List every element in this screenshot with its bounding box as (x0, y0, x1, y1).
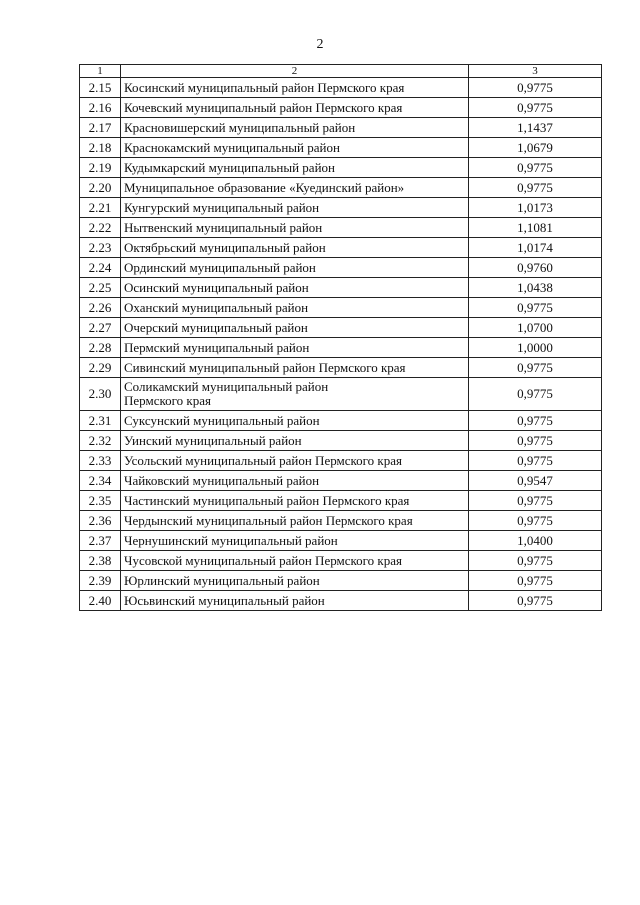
coefficient-value: 0,9775 (469, 358, 602, 378)
row-number: 2.33 (80, 451, 121, 471)
coefficient-value: 0,9775 (469, 511, 602, 531)
table-header-row (80, 65, 602, 78)
table-row (80, 358, 602, 378)
coefficient-value: 0,9775 (469, 591, 602, 611)
district-name: Частинский муниципальный район Пермского края (121, 491, 469, 511)
district-name: Юсьвинский муниципальный район (121, 591, 469, 611)
row-number: 2.26 (80, 298, 121, 318)
coefficient-value: 0,9775 (469, 78, 602, 98)
coefficient-value: 0,9760 (469, 258, 602, 278)
row-number: 2.32 (80, 431, 121, 451)
column-header-3: 3 (469, 65, 602, 78)
row-number: 2.18 (80, 138, 121, 158)
row-number: 2.30 (80, 378, 121, 411)
coefficient-value: 1,0400 (469, 531, 602, 551)
district-name: Чусовской муниципальный район Пермского края (121, 551, 469, 571)
table-row (80, 198, 602, 218)
row-number: 2.17 (80, 118, 121, 138)
district-name: Красновишерский муниципальный район (121, 118, 469, 138)
table-row (80, 178, 602, 198)
district-name: Оханский муниципальный район (121, 298, 469, 318)
row-number: 2.34 (80, 471, 121, 491)
table-row (80, 531, 602, 551)
district-name: Муниципальное образование «Куединский район» (121, 178, 469, 198)
district-name: Нытвенский муниципальный район (121, 218, 469, 238)
page-number: 2 (316, 37, 324, 52)
table-row (80, 411, 602, 431)
row-number: 2.28 (80, 338, 121, 358)
district-name: Ординский муниципальный район (121, 258, 469, 278)
district-name: Чайковский муниципальный район (121, 471, 469, 491)
coefficient-value: 1,0000 (469, 338, 602, 358)
table-row (80, 138, 602, 158)
coefficient-value: 1,0173 (469, 198, 602, 218)
row-number: 2.19 (80, 158, 121, 178)
row-number: 2.35 (80, 491, 121, 511)
table-row (80, 451, 602, 471)
table-row (80, 298, 602, 318)
row-number: 2.20 (80, 178, 121, 198)
table-row (80, 258, 602, 278)
district-name: Кудымкарский муниципальный район (121, 158, 469, 178)
district-name: Кунгурский муниципальный район (121, 198, 469, 218)
table-row (80, 551, 602, 571)
district-name: Кочевский муниципальный район Пермского края (121, 98, 469, 118)
district-name: Сивинский муниципальный район Пермского края (121, 358, 469, 378)
row-number: 2.38 (80, 551, 121, 571)
district-name: Чернушинский муниципальный район (121, 531, 469, 551)
coefficient-value: 0,9775 (469, 431, 602, 451)
table-row (80, 218, 602, 238)
row-number: 2.15 (80, 78, 121, 98)
row-number: 2.16 (80, 98, 121, 118)
district-name: Октябрьский муниципальный район (121, 238, 469, 258)
row-number: 2.37 (80, 531, 121, 551)
district-name: Косинский муниципальный район Пермского края (121, 78, 469, 98)
table-row (80, 118, 602, 138)
row-number: 2.36 (80, 511, 121, 531)
coefficient-value: 1,0679 (469, 138, 602, 158)
table-row (80, 98, 602, 118)
coefficient-value: 1,0438 (469, 278, 602, 298)
row-number: 2.31 (80, 411, 121, 431)
row-number: 2.23 (80, 238, 121, 258)
row-number: 2.22 (80, 218, 121, 238)
district-name-text: Соликамский муниципальный район Пермского края (124, 379, 329, 408)
district-name: Пермский муниципальный район (121, 338, 469, 358)
district-name: Краснокамский муниципальный район (121, 138, 469, 158)
district-name: Уинский муниципальный район (121, 431, 469, 451)
coefficient-value: 0,9775 (469, 411, 602, 431)
column-header-2: 2 (121, 65, 469, 78)
row-number: 2.21 (80, 198, 121, 218)
table-row (80, 238, 602, 258)
table-row (80, 278, 602, 298)
coefficient-value: 0,9775 (469, 451, 602, 471)
coefficient-value: 0,9775 (469, 298, 602, 318)
row-number: 2.40 (80, 591, 121, 611)
coefficient-value: 0,9775 (469, 98, 602, 118)
coefficient-value: 0,9775 (469, 571, 602, 591)
table-row (80, 431, 602, 451)
table-row (80, 471, 602, 491)
coefficient-value: 0,9547 (469, 471, 602, 491)
row-number: 2.27 (80, 318, 121, 338)
district-name: Чердынский муниципальный район Пермского края (121, 511, 469, 531)
coefficient-value: 1,1081 (469, 218, 602, 238)
coefficient-value: 0,9775 (469, 158, 602, 178)
table-row (80, 78, 602, 98)
table-row (80, 318, 602, 338)
coefficient-value: 0,9775 (469, 551, 602, 571)
coefficient-value: 0,9775 (469, 378, 602, 411)
table-row (80, 378, 602, 411)
row-number: 2.24 (80, 258, 121, 278)
district-name: Суксунский муниципальный район (121, 411, 469, 431)
row-number: 2.29 (80, 358, 121, 378)
coefficients-table (79, 64, 602, 611)
coefficient-value: 0,9775 (469, 178, 602, 198)
row-number: 2.25 (80, 278, 121, 298)
table-row (80, 591, 602, 611)
district-name: Юрлинский муниципальный район (121, 571, 469, 591)
district-name: Очерский муниципальный район (121, 318, 469, 338)
coefficient-value: 0,9775 (469, 491, 602, 511)
table-row (80, 511, 602, 531)
table-row (80, 491, 602, 511)
district-name (121, 378, 469, 411)
column-header-1: 1 (80, 65, 121, 78)
district-name: Усольский муниципальный район Пермского края (121, 451, 469, 471)
row-number: 2.39 (80, 571, 121, 591)
table-row (80, 158, 602, 178)
coefficient-value: 1,0700 (469, 318, 602, 338)
coefficient-value: 1,1437 (469, 118, 602, 138)
district-name: Осинский муниципальный район (121, 278, 469, 298)
table-row (80, 338, 602, 358)
coefficient-value: 1,0174 (469, 238, 602, 258)
table-row (80, 571, 602, 591)
